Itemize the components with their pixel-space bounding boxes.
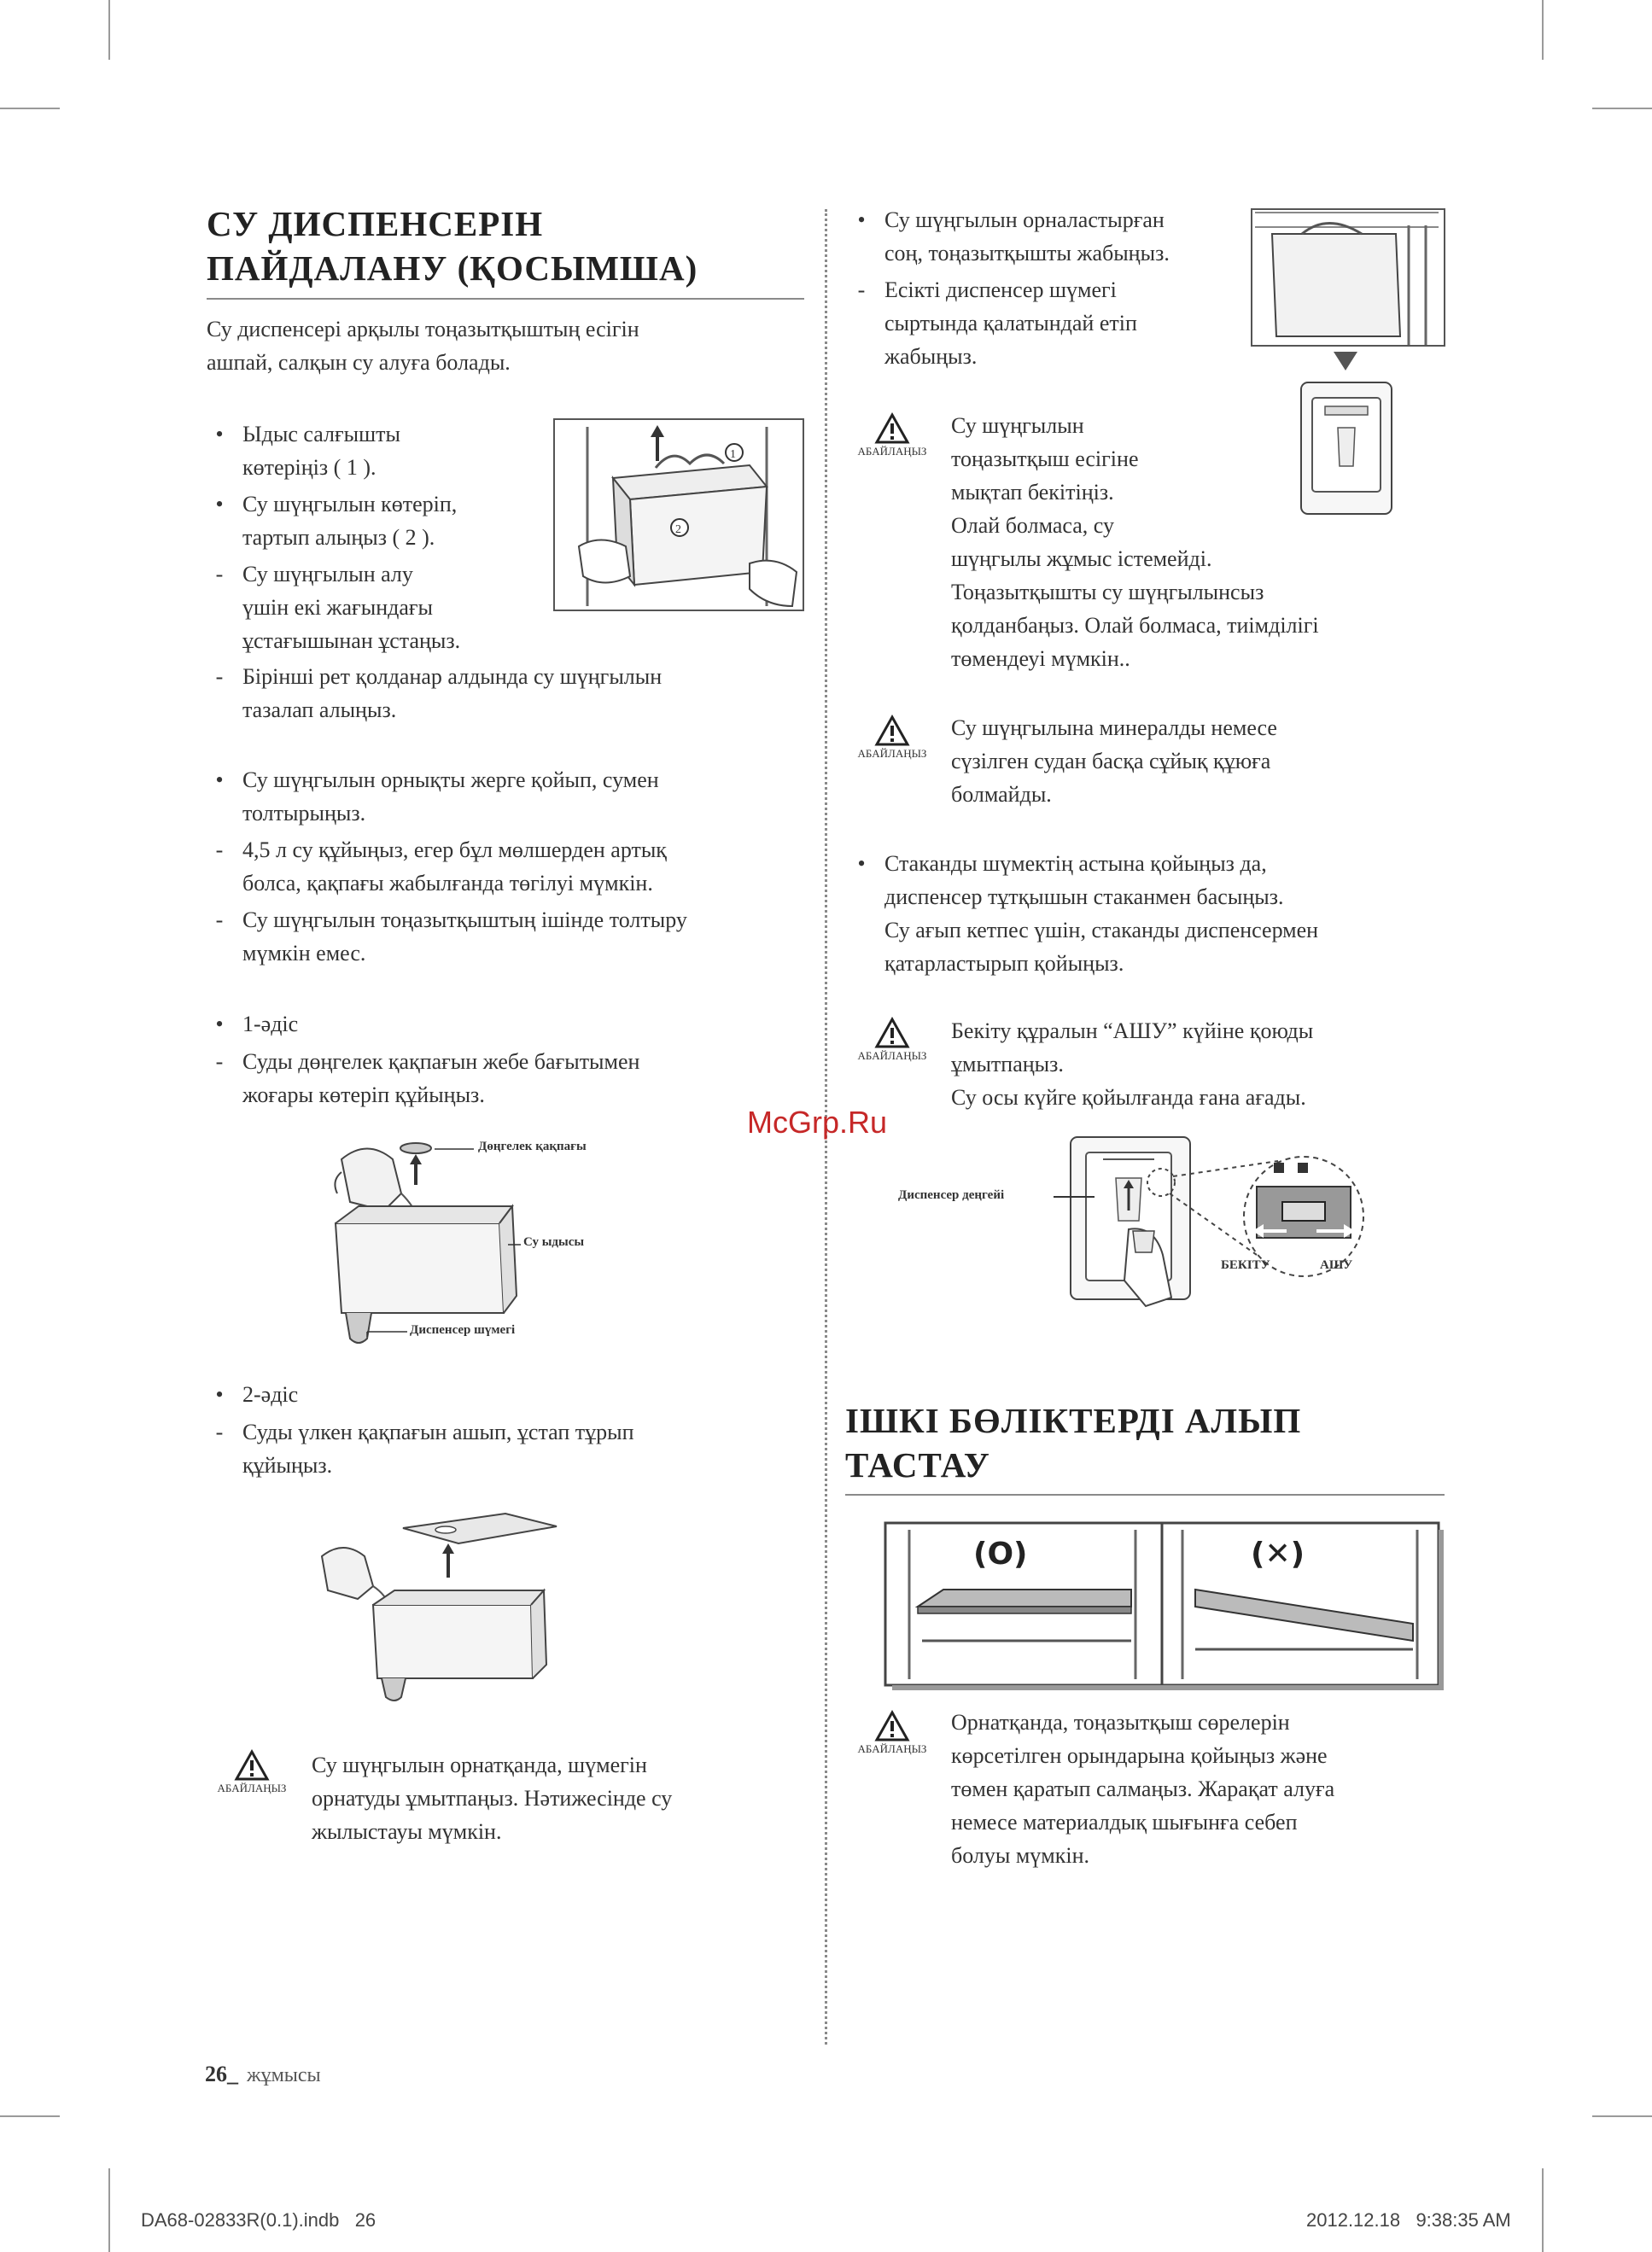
lever-label-rule [1054, 1196, 1095, 1198]
file-slug: DA68-02833R(0.1).indb 26 [141, 2209, 377, 2231]
caution-icon: АБАЙЛАҢЫЗ [845, 1711, 939, 1756]
tank-lift-illustration [553, 418, 804, 611]
correct-mark: (O) [973, 1537, 1028, 1572]
intro-text: Су диспенсері арқылы тоңазытқыштың есігін ашпай, салқын су алуға болады. [207, 317, 639, 375]
caution-text: Су шүңгылын орнатқанда, шүмегін орнатуды ұмытпаңыз. Нәтижесінде су жылыстауы мүмкін. [312, 1753, 673, 1844]
list-item: • Су шүңгылын орналастырған соң, тоңазытқышты жабыңыз. [857, 207, 1170, 265]
caution-text: Бекіту құралын “АШУ” күйіне қоюды ұмытпаңыз. Су осы күйге қойылғанда ғана ағады. [951, 1018, 1314, 1110]
caution-icon: АБАЙЛАҢЫЗ [205, 1750, 299, 1795]
label-dispenser-spout: Диспенсер шүмегі [410, 1323, 516, 1337]
page-number: 26_ [205, 2062, 238, 2086]
section-name: жұмысы [247, 2064, 321, 2086]
svg-text:1: 1 [730, 448, 736, 461]
list-item: - Суды дөңгелек қақпағын жебе бағытымен жоғары көтеріп құйыңыз. [215, 1049, 640, 1107]
list-item: - Су шүңгылын тоңазытқыштың ішінде толтыру мүмкін емес. [215, 907, 687, 966]
list-item: - Су шүңгылын алу үшін екі жағындағы ұстағышынан ұстаңыз. [215, 562, 461, 653]
arrow-down-icon [1334, 352, 1357, 370]
caution-text: Су шүңгылын тоңазытқыш есігіне мықтап бекітіңіз. Олай болмаса, су шүңгылы жұмыс істемейді. Тоңазытқышты су шүңгылынсыз қолданбаңыз. Олай болмаса, тиімділігі төмендеуі мүмкін.. [951, 413, 1319, 671]
list-item: - Есікті диспенсер шүмегі сыртында қалатындай етіп жабыңыз. [857, 277, 1137, 369]
list-item: - Бірінші рет қолданар алдында су шүңгылын тазалап алыңыз. [215, 664, 663, 722]
caution-text: Су шүңгылына минералды немесе сүзілген судан басқа сұйық құюға болмайды. [951, 715, 1277, 807]
list-item: • 2-әдіс [215, 1382, 299, 1407]
label-dispenser-lever: Диспенсер деңгейі [898, 1188, 1005, 1202]
caution-icon: АБАЙЛАҢЫЗ [845, 1018, 939, 1063]
label-open: АШУ [1320, 1258, 1353, 1272]
tank-installed-illustration [1251, 208, 1445, 347]
caution-icon: АБАЙЛАҢЫЗ [845, 715, 939, 761]
shelf-placement-illustration [884, 1521, 1445, 1690]
list-item: • Стаканды шүмектің астына қойыңыз да, диспенсер тұтқышын стаканмен басыңыз. Су ағып кетпес үшін, стаканды диспенсермен қатарластырып қойыңыз. [857, 851, 1319, 976]
title-rule [845, 1494, 1445, 1496]
label-water-tank: Су ыдысы [523, 1235, 585, 1249]
svg-text:2: 2 [675, 523, 681, 536]
label-lock: БЕКІТУ [1221, 1258, 1270, 1272]
list-item: - Суды үлкен қақпағын ашып, ұстап тұрып құйыңыз. [215, 1420, 634, 1478]
list-item: - 4,5 л су құйыңыз, егер бұл мөлшерден артық болса, қақпағы жабылғанда төгілуі мүмкін. [215, 837, 667, 896]
list-item: • Ыдыс салғышты көтеріңіз ( 1 ). [215, 422, 400, 480]
list-item: • Су шүңгылын көтеріп, тартып алыңыз ( 2 ). [215, 492, 458, 550]
print-timestamp: 2012.12.18 9:38:35 AM [1306, 2209, 1511, 2231]
list-item: • 1-әдіс [215, 1012, 299, 1036]
caution-icon: АБАЙЛАҢЫЗ [845, 413, 939, 458]
section-title: СУ ДИСПЕНСЕРІН ПАЙДАЛАНУ (ҚОСЫМША) [207, 204, 698, 288]
list-item: • Су шүңгылын орнықты жерге қойып, сумен толтырыңыз. [215, 767, 659, 826]
dispenser-lever-illustration [1069, 1135, 1368, 1315]
title-rule [207, 298, 804, 300]
incorrect-mark: (✕) [1251, 1537, 1305, 1572]
section-title-2: ІШКІ БӨЛІКТЕРДІ АЛЫП ТАСТАУ [845, 1401, 1302, 1485]
label-round-lid: Дөңгелек қақпағы [478, 1140, 587, 1153]
method2-illustration [309, 1509, 557, 1701]
watermark: McGrp.Ru [747, 1105, 888, 1140]
caution-text: Орнатқанда, тоңазытқыш сөрелерін көрсетілген орындарына қойыңыз және төмен қаратып салмаңыз. Жарақат алуға немесе материалдық шығынға себеп болуы мүмкін. [951, 1710, 1335, 1868]
page-footer [205, 2062, 321, 2087]
